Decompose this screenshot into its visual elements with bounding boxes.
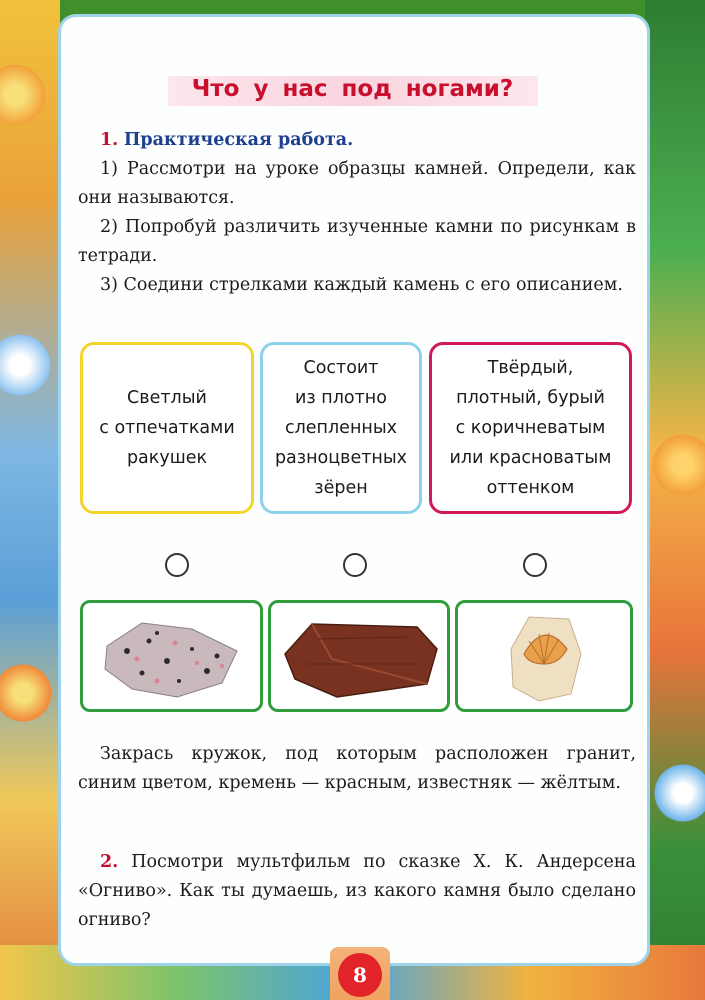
task-2-number: 2. bbox=[100, 852, 119, 872]
task-2 bbox=[78, 848, 636, 935]
stone-card-1 bbox=[80, 600, 263, 712]
coloring-instruction: Закрась кружок, под которым расположен гранит, синим цветом, кремень — красным, известняк — жёлтым. bbox=[78, 744, 636, 793]
task-1-step-2: 2) Попробуй различить изученные камни по рисункам в тетради. bbox=[78, 217, 636, 266]
flint-stone-image bbox=[277, 609, 442, 704]
description-card-2[interactable] bbox=[260, 342, 422, 514]
stone-card-3 bbox=[455, 600, 633, 712]
right-decorative-border bbox=[645, 0, 705, 1000]
task-1 bbox=[78, 126, 636, 300]
granite-stone-image bbox=[97, 611, 247, 701]
answer-circle-3[interactable] bbox=[523, 553, 547, 577]
task-2-text: Посмотри мультфильм по сказке Х. К. Андерсена «Огниво». Как ты думаешь, из какого камня было сделано огниво? bbox=[78, 852, 636, 930]
task-1-step-1: 1) Рассмотри на уроке образцы камней. Определи, как они называются. bbox=[78, 159, 636, 208]
description-card-1[interactable] bbox=[80, 342, 254, 514]
task-1-heading: Практическая работа. bbox=[123, 130, 354, 150]
answer-circle-1[interactable] bbox=[165, 553, 189, 577]
description-card-1-text: Светлый с отпечатками ракушек bbox=[99, 388, 235, 468]
task-1-number: 1. bbox=[100, 130, 119, 150]
description-card-2-text: Состоит из плотно слепленных разноцветных зёрен bbox=[274, 358, 408, 498]
page-number: 8 bbox=[338, 953, 382, 997]
description-card-3[interactable] bbox=[429, 342, 632, 514]
description-card-3-text: Твёрдый, плотный, бурый с коричневатым или красноватым оттенком bbox=[449, 358, 612, 498]
page-title: Что у нас под ногами? bbox=[191, 76, 514, 102]
stone-card-2 bbox=[268, 600, 450, 712]
limestone-shell-image bbox=[499, 609, 589, 704]
left-decorative-border bbox=[0, 0, 60, 1000]
answer-circle-2[interactable] bbox=[343, 553, 367, 577]
task-1-step-3: 3) Соедини стрелками каждый камень с его описанием. bbox=[100, 275, 623, 295]
